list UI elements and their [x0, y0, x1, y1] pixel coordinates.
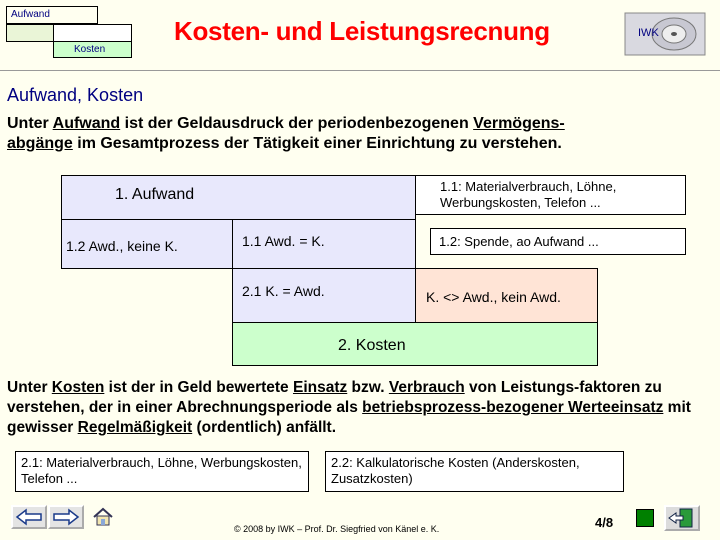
logo-text: IWK: [638, 27, 659, 39]
kosten-note-right-text: 2.2: Kalkulatorische Kosten (Anderskosten, Zusatzkosten): [331, 455, 580, 486]
aufwand-label: 1. Aufwand: [115, 186, 195, 203]
header-divider: [0, 70, 720, 71]
def-text: bzw.: [347, 379, 389, 396]
kosten-definition: [7, 378, 705, 438]
aufwand-note: 1.1: Materialverbrauch, Löhne, Werbungskosten, Telefon ...: [440, 179, 617, 210]
green-indicator[interactable]: [636, 509, 654, 527]
kosten-eq-aufwand-label: 2.1 K. = Awd.: [242, 283, 325, 299]
kosten-area: [232, 322, 598, 366]
def-term-einsatz: Einsatz: [292, 379, 348, 396]
next-button[interactable]: [48, 505, 84, 529]
kosten-note-left-text: 2.1: Materialverbrauch, Löhne, Werbungskosten, Telefon ...: [21, 455, 302, 486]
home-icon: [92, 506, 114, 528]
kosten-not-aufwand-label: K. <> Awd., kein Awd.: [426, 289, 561, 305]
copyright: © 2008 by IWK – Prof. Dr. Siegfried von Känel e. K.: [234, 524, 440, 534]
def-text: Unter: [7, 379, 52, 396]
def-term-abgaenge: abgänge: [7, 135, 73, 152]
def-text: im Gesamtprozess der Tätigkeit einer Einrichtung zu verstehen.: [72, 135, 562, 152]
mini-kosten-mid: [53, 24, 132, 42]
exit-icon: [666, 507, 698, 529]
mini-aufwand-box: [6, 6, 98, 24]
section-title: Aufwand, Kosten: [7, 85, 144, 105]
aufwand-eq-kosten-label: 1.1 Awd. = K.: [242, 233, 325, 249]
def-term-aufwand: Aufwand: [52, 115, 121, 132]
def-term-regelmaessigkeit: Regelmäßigkeit: [77, 419, 193, 436]
page-title: Kosten- und Leistungsrecnung: [174, 16, 550, 46]
def-text: ist der Geldausdruck der periodenbezogenen: [120, 115, 474, 132]
spende-box: [430, 228, 686, 255]
prev-button[interactable]: [11, 505, 47, 529]
kosten-not-aufwand-area: [415, 268, 598, 323]
aufwand-area: [61, 175, 416, 220]
iwk-logo: [624, 12, 706, 56]
mini-aufwand-label: Aufwand: [11, 9, 50, 20]
def-text: ist der in Geld bewertete: [104, 379, 293, 396]
def-text: von Leistungs-faktoren zu verstehen, der in einer Abrechnungsperiode als: [7, 379, 662, 416]
mini-kosten-box: [53, 41, 132, 58]
aufwand-note-box: [415, 175, 686, 215]
kosten-note-left: [15, 451, 309, 492]
logo-graphic: [624, 12, 706, 56]
aufwand-definition: [7, 114, 707, 154]
def-term-verbrauch: Verbrauch: [388, 379, 465, 396]
mini-kosten-label: Kosten: [74, 44, 106, 55]
kosten-label: 2. Kosten: [338, 337, 406, 354]
kosten-note-right: [325, 451, 624, 492]
def-term-vermoegens: Vermögens-: [473, 115, 565, 132]
def-text: Unter: [7, 115, 53, 132]
home-button[interactable]: [92, 506, 114, 528]
aufwand-not-kosten-label: 1.2 Awd., keine K.: [66, 238, 178, 254]
def-term-kosten: Kosten: [51, 379, 105, 396]
def-text: mit gewisser: [7, 399, 691, 436]
def-text: (ordentlich) anfällt.: [192, 419, 337, 436]
def-term-werteeinsatz: betriebsprozess-bezogener Werteeinsatz: [362, 399, 664, 416]
arrow-left-icon: [13, 507, 45, 527]
aufwand-not-kosten-area: [61, 219, 233, 269]
exit-button[interactable]: [664, 505, 700, 531]
kosten-eq-aufwand-area: [232, 268, 416, 323]
overlap-area: [232, 219, 416, 269]
mini-overlap-box: [6, 24, 54, 42]
arrow-right-icon: [50, 507, 82, 527]
page-number: 4/8: [595, 515, 614, 530]
spende-label: 1.2: Spende, ao Aufwand ...: [439, 234, 599, 249]
